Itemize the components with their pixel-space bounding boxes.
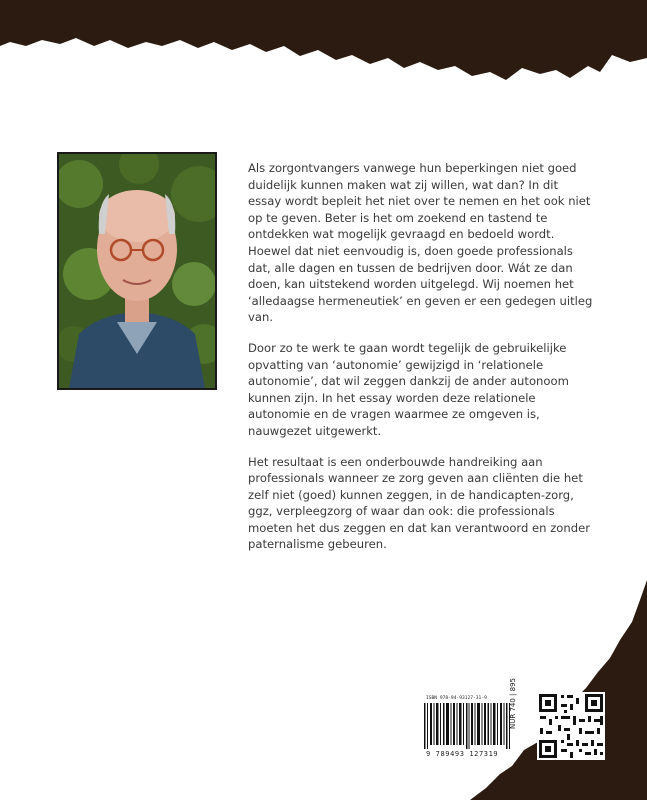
isbn-digits: 9 789493 127319 xyxy=(426,750,499,758)
paragraph-autonomy: Door zo te werk te gaan wordt tegelijk de gebruikelijke opvatting van ‘autonomie’ gewijzigd in ‘relationele autonomie’, dat wil zeggen dankzij de ander autonoom kunnen zijn. In het essay worden deze relationele autonomie en de vragen waarmee ze omgeven is, nauwgezet uitgewerkt. xyxy=(248,340,569,438)
back-cover-text xyxy=(248,160,593,567)
paragraph-result: Het resultaat is een onderbouwde handreiking aan professionals wanneer ze zorg geven aan cliënten die het zelf niet (goed) kunnen zeggen, in de handicapten-zorg, ggz, verpleegzorg of waar dan ook: die professionals moeten het dus zeggen en dat kan verantwoord en zonder paternalisme gebeuren. xyxy=(248,454,590,552)
paragraph-intro: Als zorgontvangers vanwege hun beperkingen niet goed duidelijk kunnen maken wat zij willen, wat dan? In dit essay wordt bepleit het niet over te nemen en het ook niet op te geven. Beter is het om zoekend en tastend te ontdekken wat mogelijk gevraagd en bedoeld wordt. Hoewel dat niet eenvoudig is, doen goede professionals dat, alle dagen en tussen de bedrijven door. Wát ze dan doen, kan uitstekend worden uitgelegd. Wij noemen het ‘alledaagse hermeneutiek’ en geven er een gedegen uitleg van. xyxy=(248,161,593,325)
isbn-label: ISBN 978-94-93127-31-9 xyxy=(426,696,487,701)
author-photo xyxy=(57,152,217,390)
nur-code: NUR 740 | 895 xyxy=(509,678,517,729)
torn-paper-top xyxy=(0,0,647,95)
barcode-icon xyxy=(424,703,514,749)
torn-paper-bottom xyxy=(0,560,647,800)
qr-code-icon xyxy=(537,692,605,760)
